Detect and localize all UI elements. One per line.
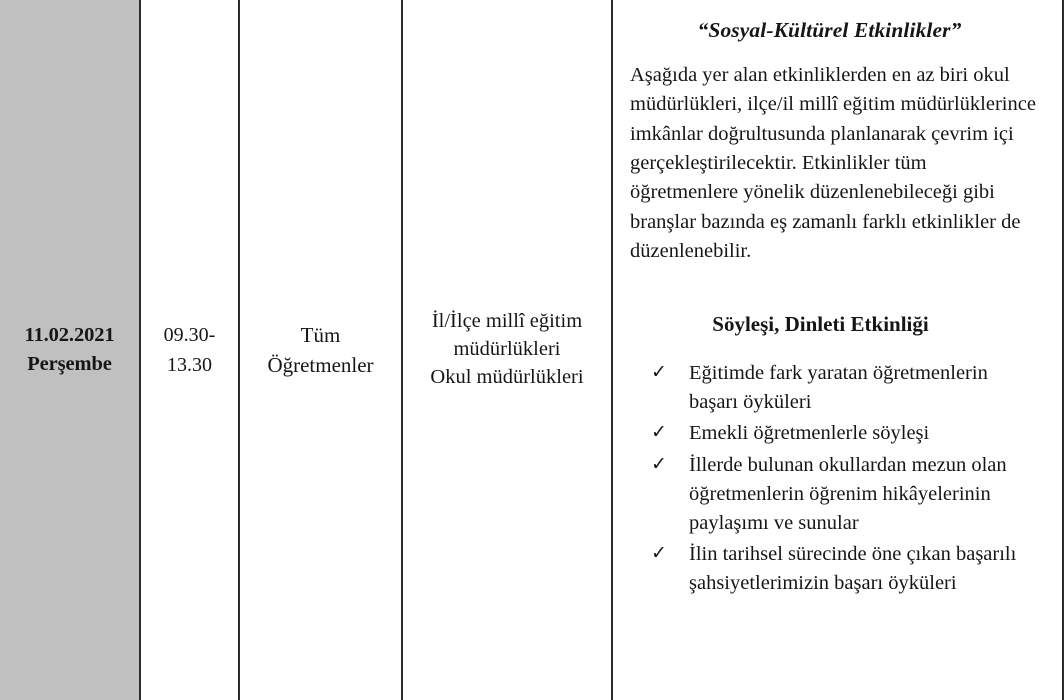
time-end: 13.30 <box>166 354 212 376</box>
check-icon: ✓ <box>651 361 667 384</box>
list-item <box>641 419 1036 448</box>
audience-block <box>267 320 373 381</box>
table-cell-date <box>0 0 141 700</box>
units-line-3: Okul müdürlükleri <box>430 365 584 388</box>
list-item-label: Emekli öğretmenlerle söyleşi <box>689 422 930 445</box>
time-start: 09.30- <box>163 324 216 346</box>
check-icon: ✓ <box>651 421 667 444</box>
date-value: 11.02.2021 <box>24 323 115 346</box>
table-cell-time <box>141 0 240 700</box>
weekday-value: Perşembe <box>27 353 112 375</box>
content-title: “Sosyal-Kültürel Etkinlikler” <box>697 18 962 42</box>
list-item-label: Eğitimde fark yaratan öğretmenlerin başarı öyküleri <box>689 362 988 414</box>
audience-line-1: Tüm <box>300 322 341 347</box>
check-icon: ✓ <box>651 452 667 475</box>
list-item <box>641 359 1036 417</box>
units-line-1: İl/İlçe millî eğitim <box>431 310 583 333</box>
table-cell-audience <box>240 0 403 700</box>
time-block <box>164 320 216 380</box>
list-item-label: İlin tarihsel sürecinde öne çıkan başarılı şahsiyetlerimizin başarı öyküleri <box>689 542 1017 594</box>
units-block <box>430 308 583 392</box>
check-icon: ✓ <box>651 541 667 564</box>
table-cell-content <box>613 0 1064 700</box>
date-block <box>24 321 114 379</box>
table-cell-responsible-units <box>403 0 613 700</box>
list-item <box>641 451 1036 538</box>
audience-line-2: Öğretmenler <box>267 353 374 377</box>
units-line-2: müdürlükleri <box>453 338 561 361</box>
content-paragraph: Aşağıda yer alan etkinliklerden en az biri okul müdürlükleri, ilçe/il millî eğitim müdürlüklerince imkânlar doğrultusunda planlanarak çevrim içi gerçekleştirilecektir. Etkinlikler tüm öğretmenlere yönelik düzenlenebileceği gibi branşlar bazında eş zamanlı farklı etkinlikler de düzenlenebilir. <box>630 64 1036 262</box>
activity-bullet-list <box>627 359 1036 598</box>
list-item-label: İllerde bulunan okullardan mezun olan öğretmenlerin öğrenim hikâyelerinin paylaşımı ve sunular <box>689 453 1007 534</box>
content-subtitle: Söyleşi, Dinleti Etkinliği <box>712 312 929 337</box>
list-item <box>641 540 1036 598</box>
content-inner <box>627 0 1036 600</box>
